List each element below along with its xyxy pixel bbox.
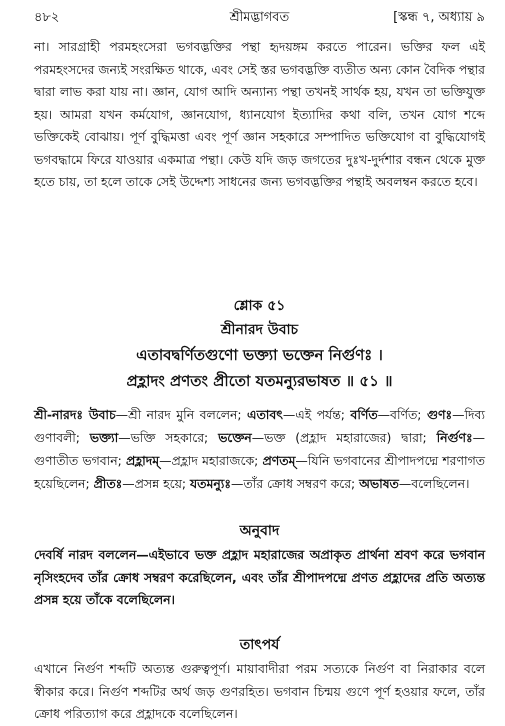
synonym-item: বর্ণিত—বর্ণিত; bbox=[350, 407, 427, 422]
translation-heading: অনুবাদ bbox=[239, 523, 280, 539]
page-number: ৪৮২ bbox=[34, 10, 60, 25]
synonym-item: যতমন্যুঃ—তাঁর ক্রোধ সম্বরণ করে; bbox=[190, 476, 360, 491]
translation-text: দেবর্ষি নারদ বললেন—এইভাবে ভক্ত প্রহ্লাদ মহারাজের অপ্রাকৃত প্রার্থনা শ্রবণ করে ভগবান নৃসিংহদেব তাঁর ক্রোধ সম্বরণ করেছিলেন, এবং তাঁর শ্রীপাদপদ্মে প্রণত প্রহ্লাদের প্রতি অত্যন্ত প্রসন্ন হয়ে তাঁকে বলেছিলেন। bbox=[34, 547, 485, 607]
canto-chapter: [স্কন্ধ ৭, অধ্যায় ৯ bbox=[393, 10, 485, 25]
synonym-item: ভক্ত্যা—ভক্তি সহকারে; bbox=[89, 430, 219, 445]
verse-line-1: এতাবদ্বর্ণিতগুণো ভক্ত্যা ভক্তেন নির্গুণঃ । bbox=[136, 346, 383, 364]
synonym-item: এতাবৎ—এই পর্যন্ত; bbox=[247, 407, 351, 422]
synonym-item: প্রীতঃ—প্রসন্ন হয়ে; bbox=[93, 476, 191, 491]
purport-heading: তাৎপর্য bbox=[239, 637, 280, 653]
running-header bbox=[34, 8, 485, 30]
verse-line-2: প্রহ্লাদং প্রণতং প্রীতো যতমন্যুরভাষত ॥ ৫১ ॥ bbox=[126, 372, 393, 390]
book-title: শ্রীমদ্ভাগবত bbox=[229, 10, 290, 25]
synonym-item: প্রহ্লাদম্—প্রহ্লাদ মহারাজকে; bbox=[125, 453, 263, 468]
synonym-item: ভক্তেন—ভক্ত (প্রহ্লাদ মহারাজের) দ্বারা; bbox=[218, 430, 437, 445]
synonyms bbox=[34, 403, 485, 495]
synonym-item: নির্গুণঃ—গুণাতীত ভগবান; bbox=[34, 430, 485, 468]
purport-text: এখানে নির্গুণ শব্দটি অত্যন্ত গুরুত্বপূর্ণ। মায়াবাদীরা পরম সত্যকে নির্গুণ বা নিরাকার বলে স্বীকার করে। নির্গুণ শব্দটির অর্থ জড় গুণরহিত। ভগবান চিন্ময় গুণে পূর্ণ হওয়ার ফলে, তাঁর ক্রোধ পরিত্যাগ করে প্রহ্লাদকে বলেছিলেন। bbox=[34, 661, 485, 721]
sloka-title: শ্লোক ৫১ bbox=[233, 298, 286, 314]
sloka-speaker: শ্রীনারদ উবাচ bbox=[220, 322, 299, 338]
purport-continued: না। সারগ্রাহী পরমহংসেরা ভগবদ্ভক্তির পন্থা হৃদয়ঙ্গম করতে পারেন। ভক্তির ফল এই পরমহংসদের জন্যই সংরক্ষিত থাকে, এবং সেই স্তর ভগবদ্ভক্তি ব্যতীত অন্য কোন বৈদিক পন্থার দ্বারা লাভ করা যায় না। জ্ঞান, যোগ আদি অন্যান্য পন্থা তখনই সার্থক হয়, যখন তা ভক্তিযুক্ত হয়। আমরা যখন কর্মযোগ, জ্ঞানযোগ, ধ্যানযোগ ইত্যাদির কথা বলি, তখন যোগ শব্দে ভক্তিকেই বোঝায়। পূর্ণ বুদ্ধিমত্তা এবং পূর্ণ জ্ঞান সহকারে সম্পাদিত ভক্তিযোগ বা বুদ্ধিযোগই ভগবদ্ধামে ফিরে যাওয়ার একমাত্র পন্থা। কেউ যদি জড় জগতের দুঃখ-দুর্দশার বন্ধন থেকে মুক্ত হতে চায়, তা হলে তাকে সেই উদ্দেশ্য সাধনের জন্য ভগবদ্ভক্তির পন্থাই অবলম্বন করতে হবে। bbox=[34, 39, 485, 189]
synonym-item: অভাষত—বলেছিলেন। bbox=[359, 476, 470, 491]
synonym-item: প্রণতম্—যিনি ভগবানের শ্রীপাদপদ্মে শরণাগত হয়েছিলেন; bbox=[34, 453, 485, 491]
synonym-item: শ্রী-নারদঃ উবাচ—শ্রী নারদ মুনি বললেন; bbox=[34, 407, 248, 422]
synonym-item: গুণঃ—দিব্য গুণাবলী; bbox=[34, 407, 485, 445]
